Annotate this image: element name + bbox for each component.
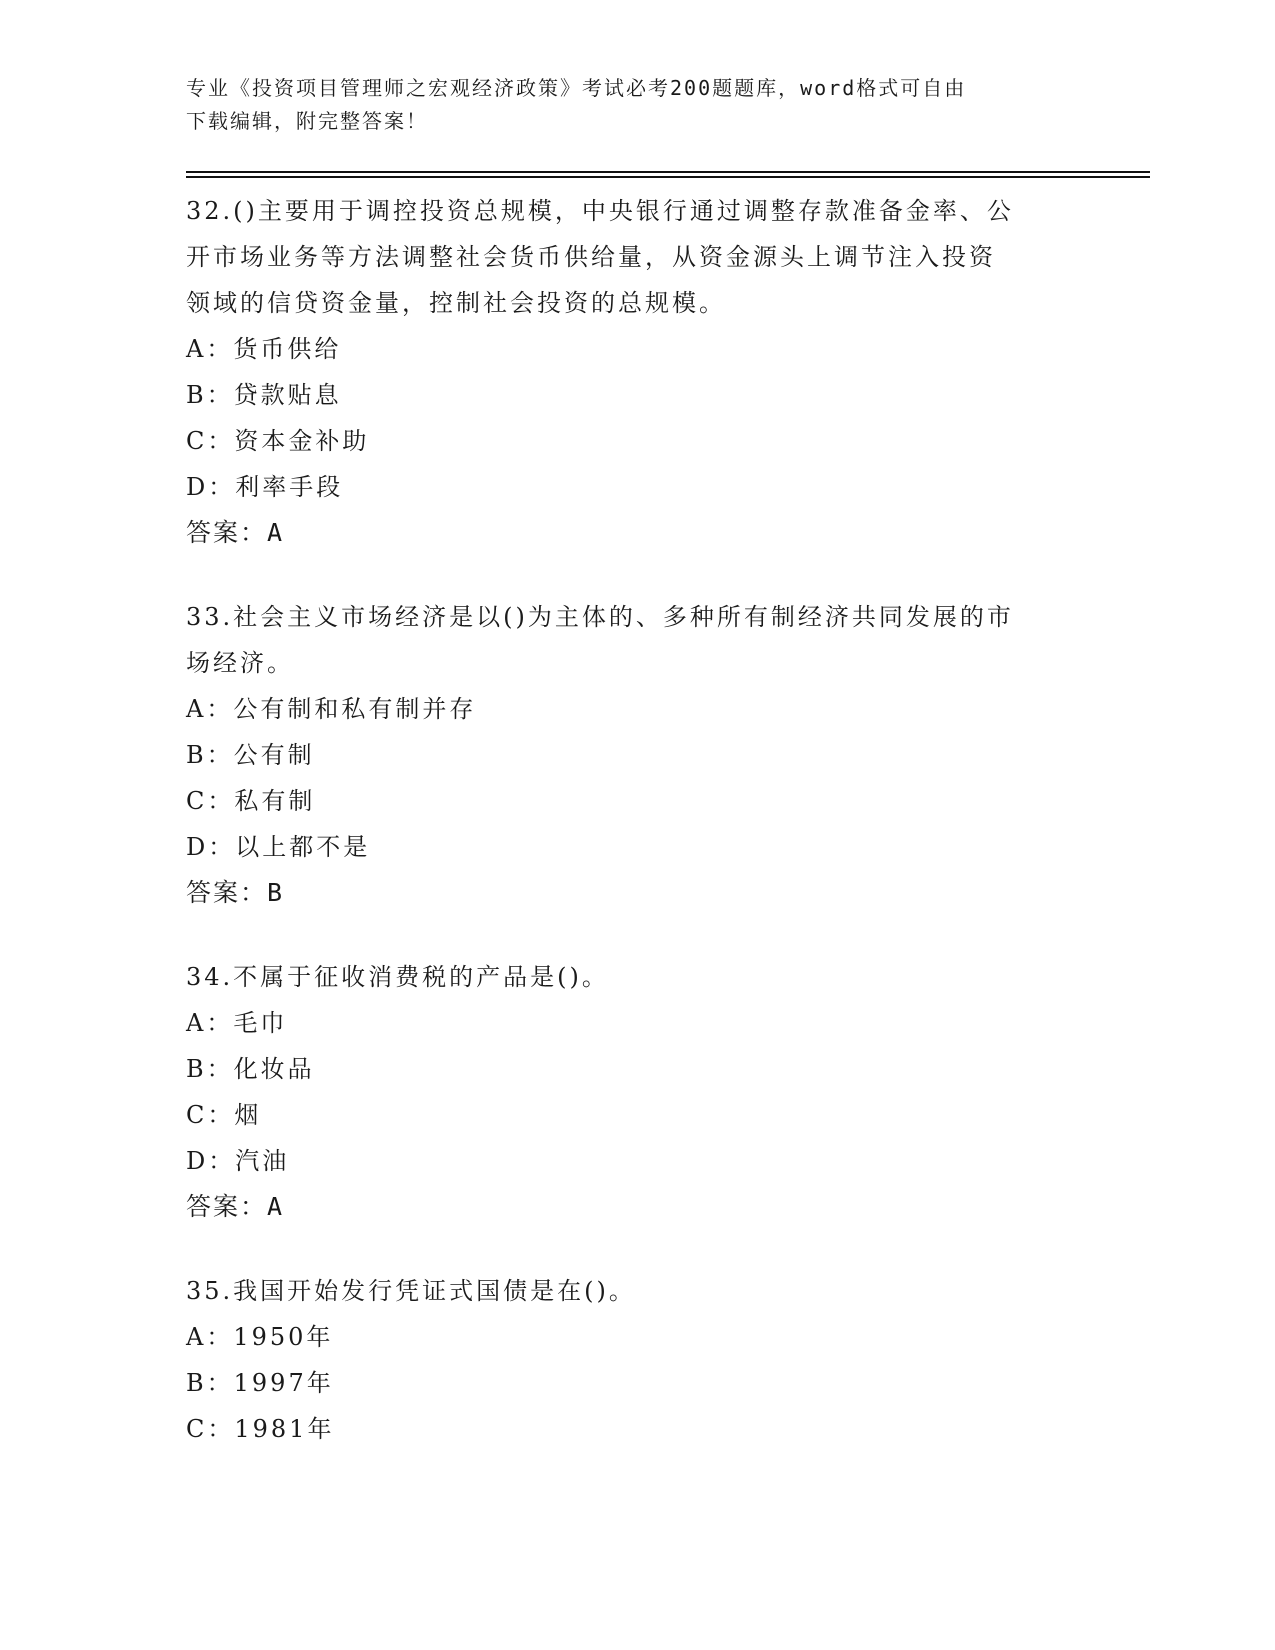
answer-option: A：货币供给 (186, 335, 342, 363)
document-header (186, 72, 1066, 138)
question-block (186, 1268, 1086, 1452)
question-stem-line: 34.不属于征收消费税的产品是()。 (186, 963, 609, 991)
divider-bottom (186, 176, 1150, 178)
answer-option: D：利率手段 (186, 473, 344, 501)
answer-line (186, 1184, 1086, 1230)
question-block (186, 594, 1086, 916)
answer-option: C：1981年 (186, 1415, 335, 1443)
answer-option: D：汽油 (186, 1147, 290, 1175)
answer-value: B (267, 878, 285, 907)
question-block (186, 954, 1086, 1230)
answer-label: 答案： (186, 1192, 268, 1221)
divider-top (186, 171, 1150, 173)
answer-label: 答案： (186, 878, 268, 907)
question-stem-line: 33.社会主义市场经济是以()为主体的、多种所有制经济共同发展的市 (186, 603, 1014, 631)
answer-option: A：公有制和私有制并存 (186, 695, 477, 723)
answer-line (186, 870, 1086, 916)
answer-option: A：毛巾 (186, 1009, 288, 1037)
answer-option: D：以上都不是 (186, 833, 371, 861)
answer-option: A：1950年 (186, 1323, 334, 1351)
question-stem-line: 场经济。 (186, 649, 294, 677)
answer-option: C：烟 (186, 1101, 262, 1129)
answer-option: C：资本金补助 (186, 427, 370, 455)
answer-option: B：化妆品 (186, 1055, 315, 1083)
answer-label: 答案： (186, 518, 268, 547)
question-stem-line: 32.()主要用于调控投资总规模，中央银行通过调整存款准备金率、公 (186, 197, 1014, 225)
answer-line (186, 510, 1086, 556)
answer-option: B：1997年 (186, 1369, 334, 1397)
answer-value: A (267, 1192, 285, 1221)
question-stem-line: 开市场业务等方法调整社会货币供给量，从资金源头上调节注入投资 (186, 243, 996, 271)
header-line-2: 下载编辑，附完整答案！ (186, 109, 428, 133)
answer-option: B：公有制 (186, 741, 315, 769)
header-line-1: 专业《投资项目管理师之宏观经济政策》考试必考200题题库，word格式可自由 (186, 76, 967, 100)
answer-value: A (267, 518, 285, 547)
answer-option: C：私有制 (186, 787, 316, 815)
question-list (186, 188, 1086, 1490)
answer-option: B：贷款贴息 (186, 381, 342, 409)
question-block (186, 188, 1086, 556)
question-stem-line: 35.我国开始发行凭证式国债是在()。 (186, 1277, 636, 1305)
question-stem-line: 领域的信贷资金量，控制社会投资的总规模。 (186, 289, 726, 317)
